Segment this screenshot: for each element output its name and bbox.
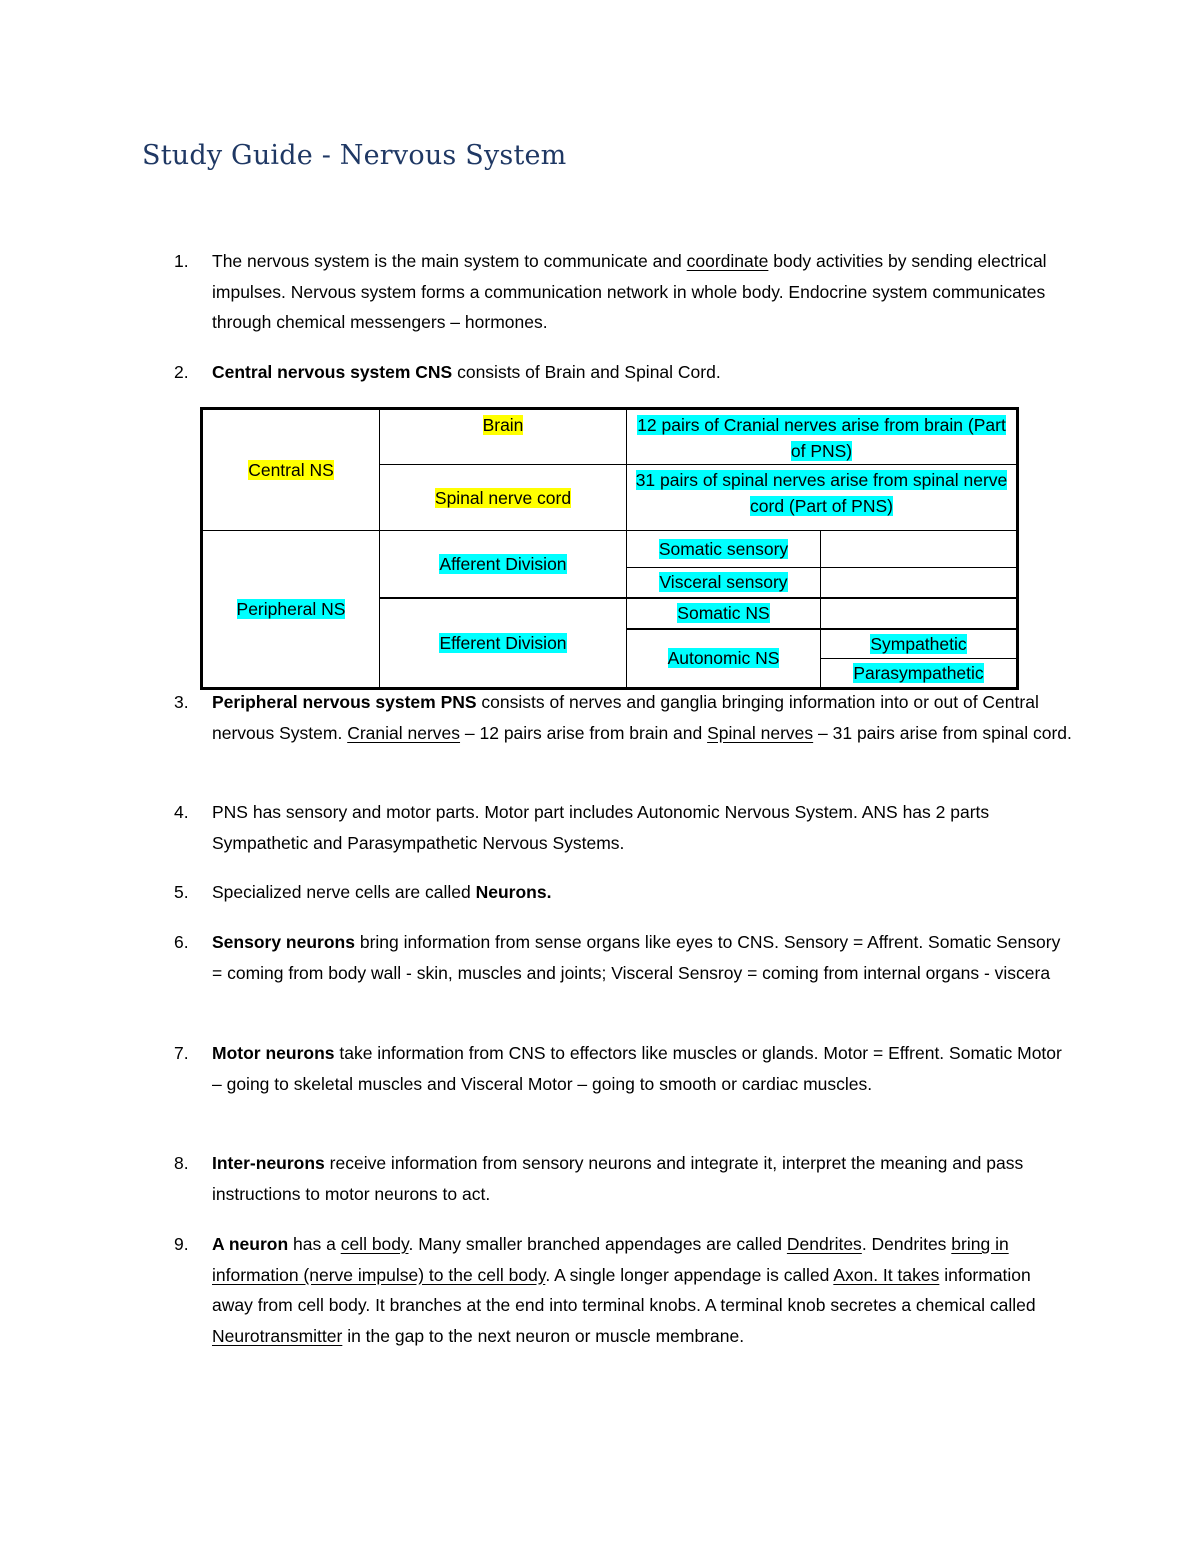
list-item: [174, 1229, 1072, 1351]
item-number: 8.: [174, 1153, 189, 1173]
underlined-term: bring in information (nerve impulse) to the cell body: [212, 1234, 1009, 1285]
item-text: PNS has sensory and motor parts. Motor part includes Autonomic Nervous System. ANS has 2 parts Sympathetic and Parasympathetic Nervous Systems.: [212, 802, 990, 853]
item-text: in the gap to the next neuron or muscle membrane.: [342, 1325, 745, 1346]
sympathetic-label: Sympathetic: [870, 633, 967, 654]
item-text: bring information from sense organs like eyes to CNS. Sensory = Affrent. Somatic Sensory = coming from body wall - skin, muscles and joints; Visceral Sensroy = coming from internal organs - viscera: [212, 932, 1061, 983]
bold-term: Peripheral nervous system PNS: [212, 692, 477, 712]
list-item: [174, 1148, 1072, 1209]
item-text: – 12 pairs arise from brain and: [460, 722, 708, 743]
spinal-cord-label: Spinal nerve cord: [434, 487, 572, 508]
efferent-label: Efferent Division: [439, 632, 567, 653]
item-text: . Dendrites: [861, 1234, 952, 1254]
cranial-nerves-cell: [627, 409, 1018, 465]
cranial-nerves-label: 12 pairs of Cranial nerves arise from brain (Part of PNS): [637, 415, 1006, 461]
underlined-term: coordinate: [686, 251, 769, 271]
item-number: 1.: [174, 251, 189, 271]
underlined-term: Neurotransmitter: [212, 1325, 343, 1346]
underlined-term: Dendrites: [786, 1234, 862, 1254]
afferent-cell: [380, 531, 627, 598]
somatic-ns-cell: [627, 598, 821, 629]
list-item: [174, 687, 1072, 748]
item-text: receive information from sensory neurons and integrate it, interpret the meaning and pass instructions to motor neurons to act.: [212, 1153, 1024, 1204]
item-number: 7.: [174, 1043, 189, 1063]
item-text: body activities by sending electrical impulses. Nervous system forms a communication network in whole body. Endocrine system communicates through chemical messengers – hormones.: [212, 251, 1047, 332]
item-text: Specialized nerve cells are called: [212, 882, 476, 902]
empty-cell: [821, 568, 1018, 598]
item-number: 9.: [174, 1234, 189, 1254]
item-text: – 31 pairs arise from spinal cord.: [813, 722, 1072, 743]
empty-cell: [821, 531, 1018, 568]
autonomic-ns-cell: [627, 629, 821, 689]
spinal-nerves-cell: [627, 465, 1018, 531]
bold-term: Neurons.: [475, 882, 552, 902]
central-ns-cell: [202, 409, 380, 531]
item-text: information away from cell body. It branches at the end into terminal knobs. A terminal knob secretes a chemical called: [212, 1264, 1036, 1315]
somatic-sensory-label: Somatic sensory: [658, 539, 789, 559]
brain-label: Brain: [482, 415, 524, 435]
autonomic-ns-label: Autonomic NS: [667, 648, 780, 669]
item-text: take information from CNS to effectors like muscles or glands. Motor = Effrent. Somatic Motor – going to skeletal muscles and Visceral Motor – going to smooth or cardiac muscles.: [212, 1043, 1062, 1094]
efferent-cell: [380, 598, 627, 689]
afferent-label: Afferent Division: [439, 553, 567, 574]
underlined-term: Cranial nerves: [347, 722, 461, 743]
bold-term: Inter-neurons: [212, 1153, 325, 1173]
item-number: 4.: [174, 802, 189, 822]
somatic-sensory-cell: [627, 531, 821, 568]
item-text: . A single longer appendage is called: [545, 1264, 834, 1285]
bold-term: Motor neurons: [212, 1043, 335, 1063]
list-item: [174, 877, 1072, 908]
peripheral-ns-cell: [202, 531, 380, 689]
item-number: 3.: [174, 692, 189, 712]
list-item: [174, 927, 1072, 988]
bold-term: Central nervous system CNS: [212, 362, 453, 382]
visceral-sensory-label: Visceral sensory: [659, 572, 788, 593]
item-text: has a: [288, 1234, 341, 1254]
parasympathetic-cell: [821, 659, 1018, 689]
brain-cell: [380, 409, 627, 465]
underlined-term: cell body: [340, 1234, 409, 1254]
parasympathetic-label: Parasympathetic: [853, 663, 984, 683]
item-text: consists of nerves and ganglia bringing information into or out of Central nervous System.: [212, 692, 1039, 743]
list-item: [174, 797, 1072, 858]
item-text: The nervous system is the main system to communicate and: [212, 251, 687, 271]
somatic-ns-label: Somatic NS: [677, 603, 770, 623]
item-number: 6.: [174, 932, 189, 952]
empty-cell: [821, 598, 1018, 629]
sympathetic-cell: [821, 629, 1018, 659]
spinal-cord-cell: [380, 465, 627, 531]
list-item: [174, 246, 1072, 338]
item-text: consists of Brain and Spinal Cord.: [452, 362, 721, 382]
central-ns-label: Central NS: [248, 460, 334, 480]
spinal-nerves-label: 31 pairs of spinal nerves arise from spinal nerve cord (Part of PNS): [635, 470, 1008, 516]
underlined-term: Spinal nerves: [707, 722, 814, 743]
bold-term: A neuron: [212, 1234, 289, 1254]
list-item: [174, 357, 1072, 388]
page-title: Study Guide - Nervous System: [142, 140, 567, 171]
nervous-system-table: [200, 407, 1019, 690]
item-number: 5.: [174, 882, 189, 902]
item-number: 2.: [174, 362, 189, 382]
visceral-sensory-cell: [627, 568, 821, 598]
underlined-term: Axon. It takes: [833, 1264, 940, 1285]
bold-term: Sensory neurons: [212, 932, 355, 952]
item-text: . Many smaller branched appendages are called: [408, 1234, 787, 1254]
list-item: [174, 1038, 1072, 1099]
peripheral-ns-label: Peripheral NS: [236, 599, 346, 619]
